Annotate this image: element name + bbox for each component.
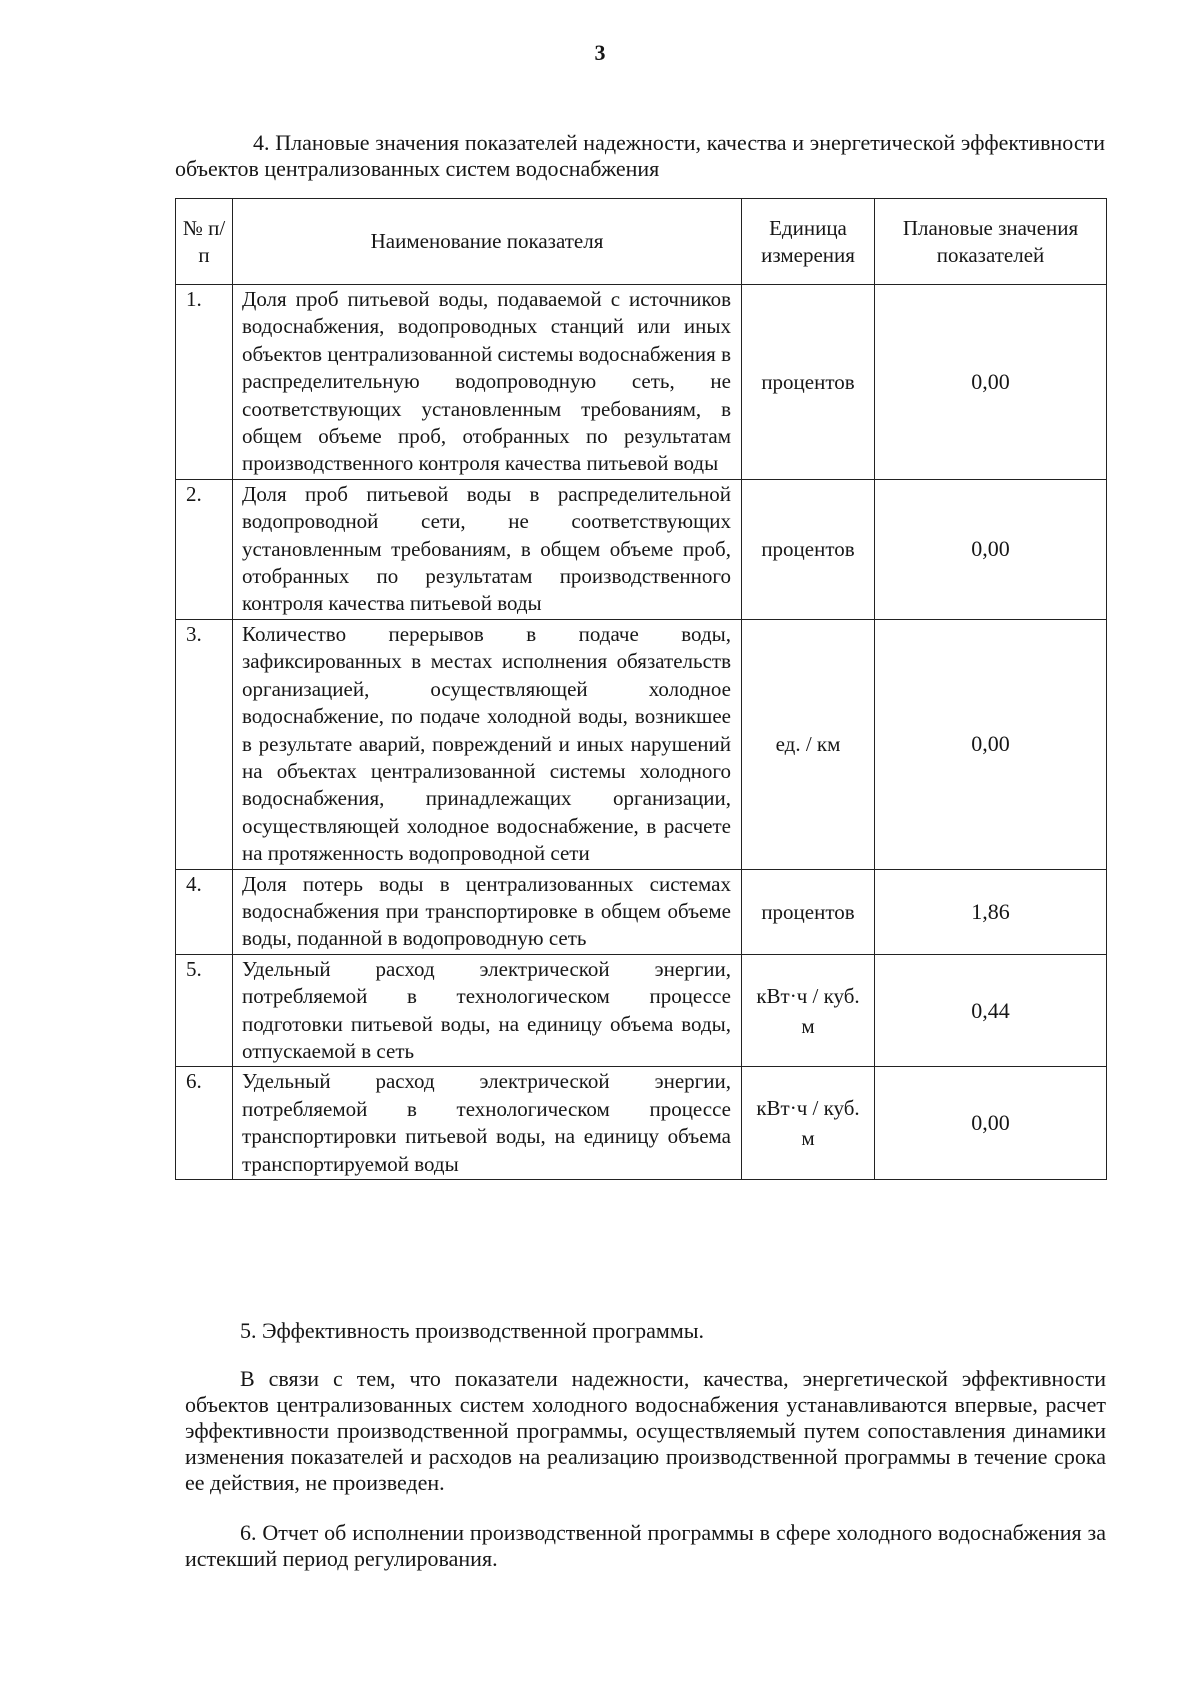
- row-name: Доля проб питьевой воды в распределительной водопроводной сети, не соответствующих установленным требованиям, в общем объеме проб, отобранных по результатам производственного контроля качества питьевой воды: [233, 479, 742, 619]
- row-value: 0,00: [875, 285, 1107, 480]
- row-num: 4.: [176, 869, 233, 954]
- header-value: Плановые значения показателей: [875, 199, 1107, 285]
- row-num: 3.: [176, 619, 233, 869]
- page-number: 3: [594, 40, 606, 65]
- table-row: [176, 479, 1107, 619]
- row-name: Доля проб питьевой воды, подаваемой с источников водоснабжения, водопроводных станций или иных объектов централизованной системы водоснабжения в распределительную водопроводную сеть, не соответствующих установленным требованиям, в общем объеме проб, отобранных по результатам производственного контроля качества питьевой воды: [233, 285, 742, 480]
- row-num: 2.: [176, 479, 233, 619]
- row-value: 0,00: [875, 1067, 1107, 1180]
- table-row: [176, 1067, 1107, 1180]
- section-5-body: В связи с тем, что показатели надежности, качества, энергетической эффективности объектов централизованных систем холодного водоснабжения устанавливаются впервые, расчет эффективности производственной программы, осуществляемый путем сопоставления динамики изменения показателей и расходов на реализацию производственной программы в течение срока ее действия, не произведен.: [185, 1366, 1106, 1495]
- row-value: 1,86: [875, 869, 1107, 954]
- row-value: 0,44: [875, 954, 1107, 1067]
- row-value: 0,00: [875, 619, 1107, 869]
- row-unit: кВт·ч / куб. м: [742, 1067, 875, 1180]
- row-name: Удельный расход электрической энергии, потребляемой в технологическом процессе подготовки питьевой воды, на единицу объема воды, отпускаемой в сеть: [233, 954, 742, 1067]
- row-num: 6.: [176, 1067, 233, 1180]
- table-row: [176, 619, 1107, 869]
- row-name: Доля потерь воды в централизованных системах водоснабжения при транспортировке в общем объеме воды, поданной в водопроводную сеть: [233, 869, 742, 954]
- row-unit: процентов: [742, 869, 875, 954]
- section-4-heading: 4. Плановые значения показателей надежности, качества и энергетической эффективности объектов централизованных систем водоснабжения: [175, 130, 1105, 181]
- indicators-table-wrapper: [175, 198, 1106, 1180]
- header-name: Наименование показателя: [233, 199, 742, 285]
- row-unit: процентов: [742, 285, 875, 480]
- indicators-table: [175, 198, 1107, 1180]
- table-row: [176, 285, 1107, 480]
- header-unit: Единица измерения: [742, 199, 875, 285]
- row-name: Удельный расход электрической энергии, потребляемой в технологическом процессе транспортировки питьевой воды, на единицу объема транспортируемой воды: [233, 1067, 742, 1180]
- row-unit: кВт·ч / куб. м: [742, 954, 875, 1067]
- section-5-title: 5. Эффективность производственной программы.: [240, 1318, 705, 1343]
- row-name: Количество перерывов в подаче воды, зафиксированных в местах исполнения обязательств организацией, осуществляющей холодное водоснабжение, по подаче холодной воды, возникшее в результате аварий, повреждений и иных нарушений на объектах централизованной системы холодного водоснабжения, принадлежащих организации, осуществляющей холодное водоснабжение, в расчете на протяженность водопроводной сети: [233, 619, 742, 869]
- row-value: 0,00: [875, 479, 1107, 619]
- table-header-row: [176, 199, 1107, 285]
- table-row: [176, 954, 1107, 1067]
- row-num: 1.: [176, 285, 233, 480]
- section-6-body: 6. Отчет об исполнении производственной программы в сфере холодного водоснабжения за истекший период регулирования.: [185, 1520, 1106, 1571]
- header-num: № п/п: [176, 199, 233, 285]
- row-num: 5.: [176, 954, 233, 1067]
- row-unit: ед. / км: [742, 619, 875, 869]
- table-row: [176, 869, 1107, 954]
- row-unit: процентов: [742, 479, 875, 619]
